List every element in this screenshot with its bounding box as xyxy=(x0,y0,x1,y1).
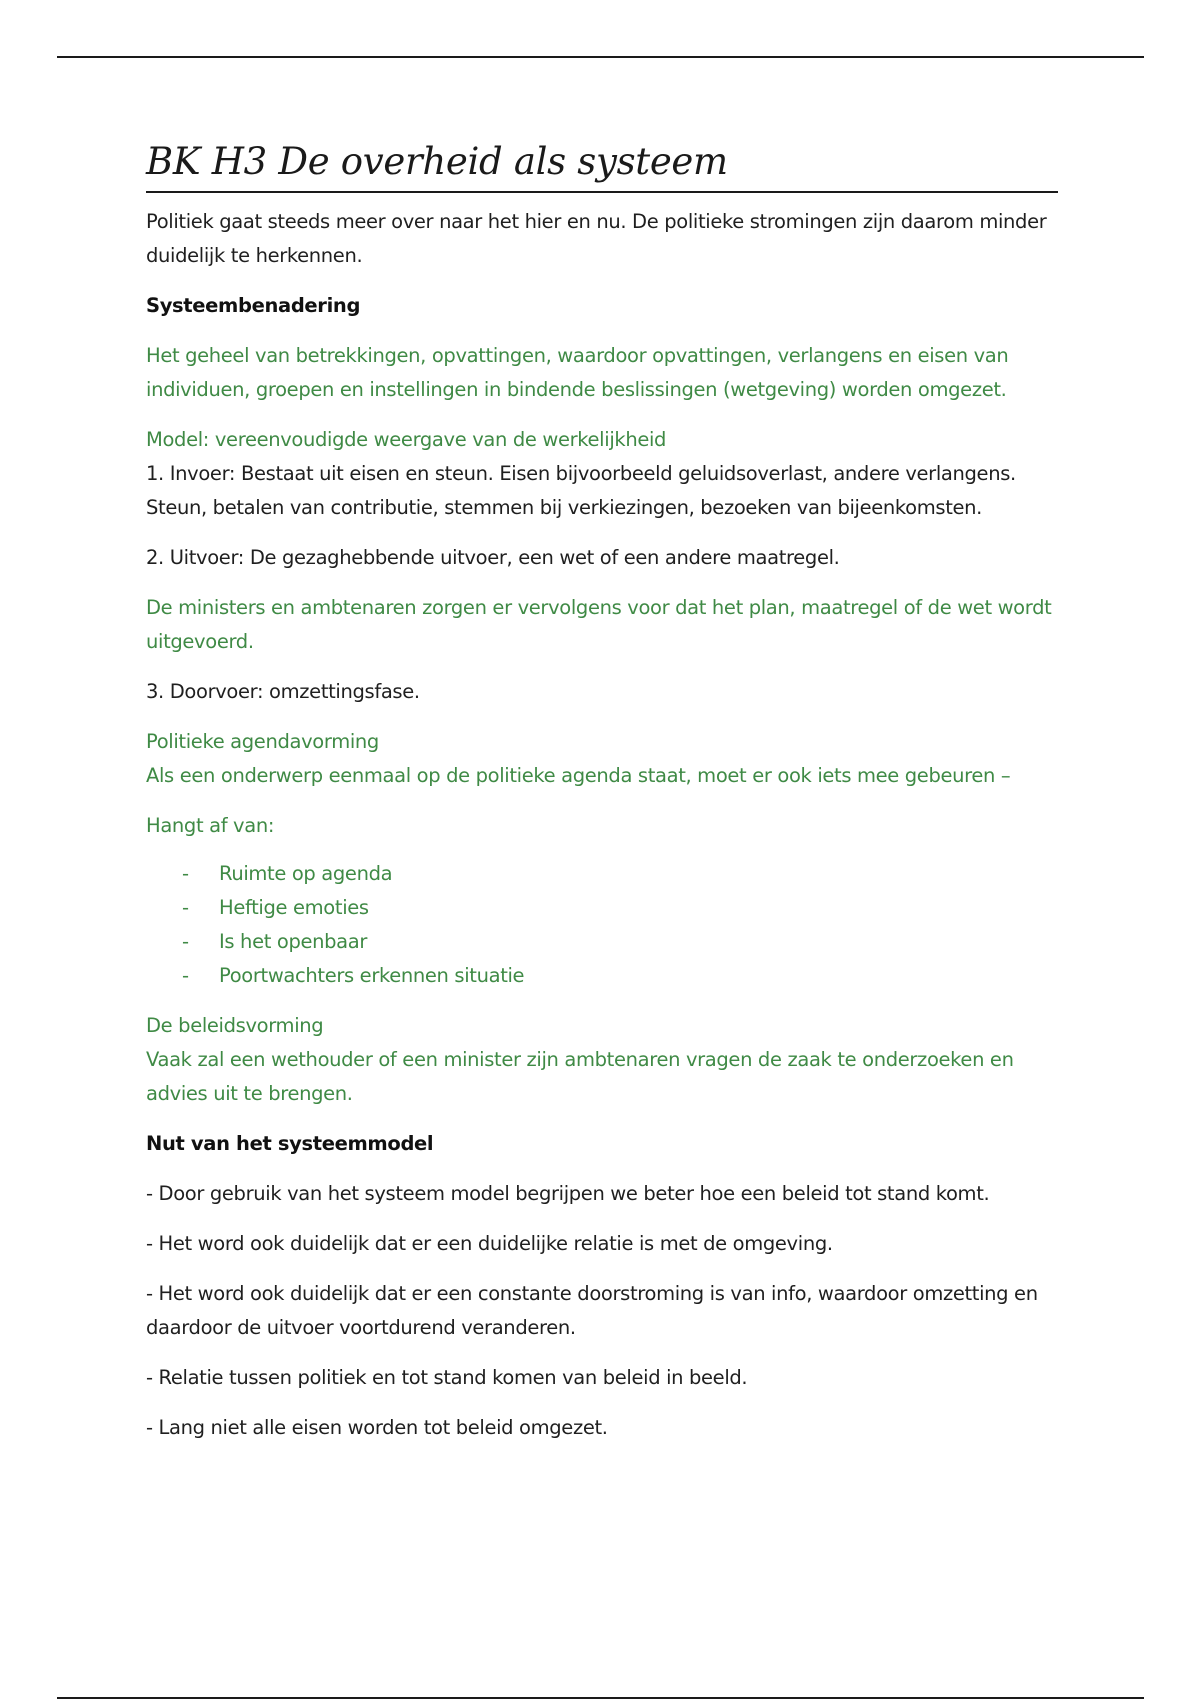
list-item-text: Poortwachters erkennen situatie xyxy=(219,964,525,987)
intro-paragraph: Politiek gaat steeds meer over naar het hier en nu. De politieke stromingen zijn daarom minder duidelijk te herkennen. xyxy=(146,210,1047,267)
dash-bullet: - xyxy=(182,862,189,885)
beleid-title: De beleidsvorming xyxy=(146,1014,324,1037)
list-item-text: Heftige emoties xyxy=(219,896,369,919)
document-body xyxy=(146,140,1058,1445)
doorvoer-paragraph: 3. Doorvoer: omzettingsfase. xyxy=(146,680,420,703)
uitvoer-paragraph: 2. Uitvoer: De gezaghebbende uitvoer, een wet of een andere maatregel. xyxy=(146,546,840,569)
beleid-text: Vaak zal een wethouder of een minister zijn ambtenaren vragen de zaak te onderzoeken en advies uit te brengen. xyxy=(146,1048,1014,1105)
list-item xyxy=(146,891,1058,925)
agenda-title: Politieke agendavorming xyxy=(146,730,379,753)
agenda-text: Als een onderwerp eenmaal op de politieke agenda staat, moet er ook iets mee gebeuren – xyxy=(146,764,1011,787)
dash-bullet: - xyxy=(182,930,189,953)
page-bottom-rule xyxy=(57,1697,1144,1699)
nut-item: - Lang niet alle eisen worden tot beleid omgezet. xyxy=(146,1416,608,1439)
list-item xyxy=(146,925,1058,959)
invoer-paragraph: 1. Invoer: Bestaat uit eisen en steun. Eisen bijvoorbeeld geluidsoverlast, andere verlangens. Steun, betalen van contributie, stemmen bij verkiezingen, bezoeken van bijeenkomsten. xyxy=(146,462,1016,519)
nut-item: - Door gebruik van het systeem model begrijpen we beter hoe een beleid tot stand komt. xyxy=(146,1182,990,1205)
list-item xyxy=(146,959,1058,993)
model-definition: Model: vereenvoudigde weergave van de werkelijkheid xyxy=(146,428,667,451)
ministers-paragraph: De ministers en ambtenaren zorgen er vervolgens voor dat het plan, maatregel of de wet wordt uitgevoerd. xyxy=(146,596,1052,653)
nut-item: - Het word ook duidelijk dat er een duidelijke relatie is met de omgeving. xyxy=(146,1232,833,1255)
heading-systeembenadering: Systeembenadering xyxy=(146,294,361,317)
page-top-rule xyxy=(57,56,1144,58)
factors-list xyxy=(146,857,1058,993)
dash-bullet: - xyxy=(182,964,189,987)
nut-item: - Het word ook duidelijk dat er een constante doorstroming is van info, waardoor omzetting en daardoor de uitvoer voortdurend veranderen. xyxy=(146,1282,1038,1339)
definition-paragraph: Het geheel van betrekkingen, opvattingen, waardoor opvattingen, verlangens en eisen van individuen, groepen en instellingen in bindende beslissingen (wetgeving) worden omgezet. xyxy=(146,344,1009,401)
document-title: BK H3 De overheid als systeem xyxy=(146,140,1058,193)
nut-item: - Relatie tussen politiek en tot stand komen van beleid in beeld. xyxy=(146,1366,748,1389)
list-item xyxy=(146,857,1058,891)
heading-nut: Nut van het systeemmodel xyxy=(146,1132,434,1155)
list-item-text: Is het openbaar xyxy=(219,930,368,953)
hangt-af-label: Hangt af van: xyxy=(146,814,275,837)
dash-bullet: - xyxy=(182,896,189,919)
list-item-text: Ruimte op agenda xyxy=(219,862,393,885)
